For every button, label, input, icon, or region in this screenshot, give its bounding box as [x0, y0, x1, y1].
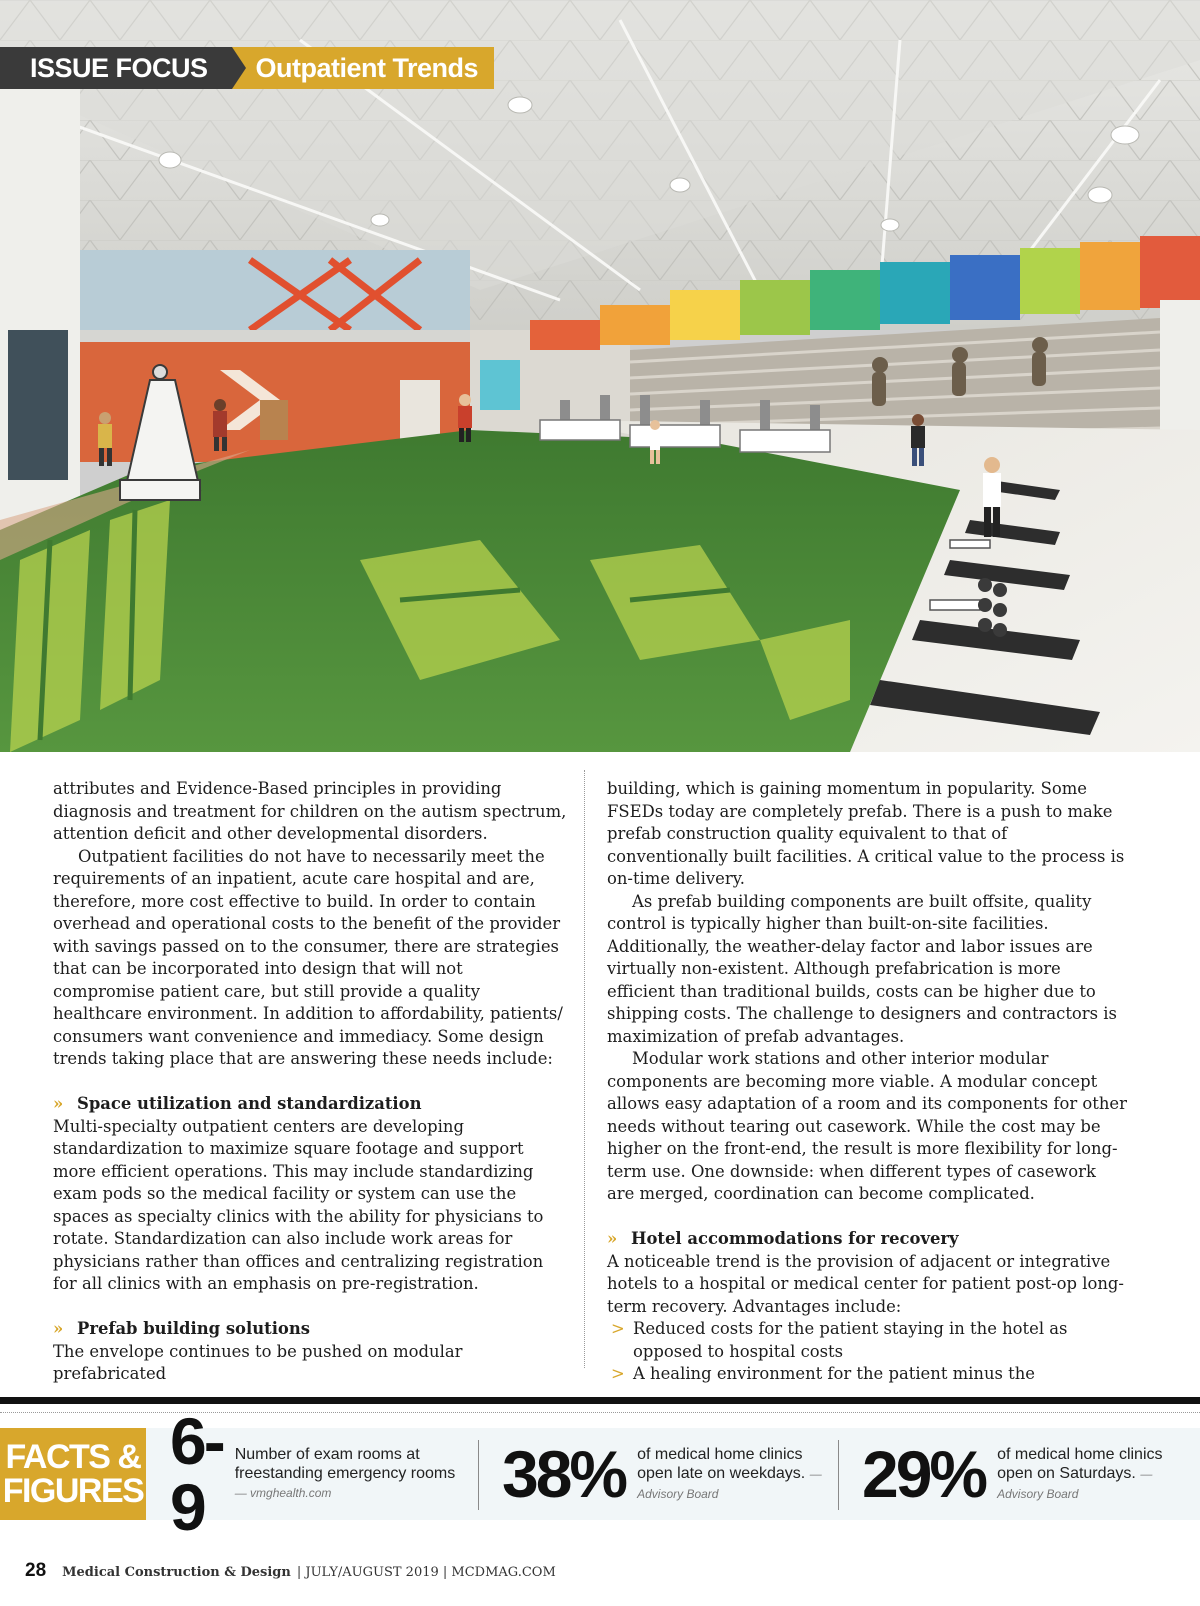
- list-item-text: Reduced costs for the patient staying in the hotel as opposed to hospital costs: [633, 1319, 1068, 1361]
- fact-description: [235, 1445, 470, 1503]
- list-item-text: A healing environment for the patient minus the: [633, 1364, 1035, 1383]
- heading-marker: »: [607, 1229, 618, 1248]
- subheading-text: Hotel accommodations for recovery: [631, 1229, 959, 1248]
- paragraph: Outpatient facilities do not have to necessarily meet the requirements of an inpatient, acute care hospital and are, therefore, more cost effective to build. In order to contain overhead and operational costs to the benefit of the provider with savings passed on to the consumer, there are strategies that can be incorporated into design that will not compromise patient care, but still provide a quality healthcare environment. In addition to affordability, patients/ consumers want convenience and immediacy. Some design trends taking place that are answering these needs include:: [53, 846, 563, 1068]
- paragraph: The envelope continues to be pushed on modular prefabricated: [53, 1341, 463, 1383]
- fact-separator: [478, 1440, 479, 1510]
- fact-separator: [838, 1440, 839, 1510]
- bullet-marker: >: [611, 1364, 625, 1383]
- list-item: [607, 1363, 1127, 1386]
- subheading-prefab: [53, 1318, 568, 1341]
- subheading-hotel: [607, 1228, 1127, 1251]
- fact-source: — Advisory Board: [997, 1466, 1153, 1501]
- section-label: ISSUE FOCUS: [0, 47, 232, 89]
- article-column-left: [53, 778, 568, 1386]
- paragraph: building, which is gaining momentum in popularity. Some FSEDs today are completely prefab. There is a push to make prefab construction quality equivalent to that of conventionally built facilities. A critical value to the process is on-time delivery.: [607, 779, 1125, 888]
- fact-value: 6-9: [170, 1404, 223, 1544]
- paragraph: Multi-specialty outpatient centers are developing standardization to maximize square footage and support more efficient operations. This may include standardizing exam pods so the medical facility or system can use the spaces as specialty clinics with the ability for physicians to rotate. Standardization can also include work areas for physicians rather than offices and centralizing registration for all clinics with an emphasis on pre-registration.: [53, 1116, 544, 1293]
- fact-text: of medical home clinics open late on weekdays.: [637, 1445, 806, 1482]
- banner-chevron: [232, 47, 246, 89]
- gym-interior-illustration: [0, 0, 1200, 752]
- fact-item: [502, 1428, 822, 1520]
- paragraph: attributes and Evidence-Based principles in providing diagnosis and treatment for children on the autism spectrum, attention deficit and other developmental disorders.: [53, 779, 567, 843]
- tag-line: FACTS &: [5, 1438, 141, 1476]
- paragraph: As prefab building components are built offsite, quality control is typically higher than built-on-site facilities. Additionally, the weather-delay factor and labor issues are virtually non-existent. Although prefabrication is more efficient than traditional builds, costs can be higher due to shipping costs. The challenge to designers and contractors is maximization of prefab advantages.: [607, 891, 1117, 1046]
- fact-value: 38%: [502, 1437, 626, 1511]
- fact-description: [637, 1445, 822, 1504]
- tag-line: FIGURES: [2, 1472, 144, 1510]
- publication-name: Medical Construction & Design: [62, 1565, 291, 1580]
- fact-text: Number of exam rooms at freestanding emergency rooms: [234, 1446, 456, 1482]
- fact-source: — Advisory Board: [637, 1466, 822, 1501]
- advantages-list: [607, 1318, 1127, 1386]
- facts-figures-tag: [0, 1428, 146, 1520]
- issue-focus-banner: [0, 47, 494, 89]
- fact-source: — vmghealth.com: [234, 1486, 332, 1500]
- list-item: [607, 1318, 1127, 1363]
- fact-text: of medical home clinics open on Saturdays.: [997, 1445, 1163, 1482]
- facts-top-rule: [0, 1397, 1200, 1404]
- subheading-text: Space utilization and standardization: [77, 1094, 422, 1113]
- heading-marker: »: [53, 1319, 64, 1338]
- topic-label: Outpatient Trends: [246, 47, 495, 89]
- subheading-space-utilization: [53, 1093, 568, 1116]
- page-number: 28: [25, 1560, 47, 1581]
- column-divider: [584, 770, 585, 1368]
- fact-description: [997, 1445, 1192, 1504]
- hero-rendering: [0, 0, 1200, 752]
- article-column-right: [607, 778, 1127, 1386]
- page-footer: [25, 1560, 556, 1582]
- issue-info: | JULY/AUGUST 2019 | MCDMAG.COM: [296, 1565, 556, 1580]
- fact-value: 29%: [862, 1437, 986, 1511]
- heading-marker: »: [53, 1094, 64, 1113]
- subheading-text: Prefab building solutions: [77, 1319, 311, 1338]
- paragraph: A noticeable trend is the provision of adjacent or integrative hotels to a hospital or medical center for patient post-op long-term recovery. Advantages include:: [607, 1251, 1124, 1316]
- paragraph: Modular work stations and other interior modular components are becoming more viable. A modular concept allows easy adaptation of a room and its components for other needs without tearing out casework. While the cost may be higher on the front-end, the result is more flexibility for long-term use. One downside: when different types of casework are merged, coordination can become complicated.: [607, 1049, 1127, 1203]
- bullet-marker: >: [611, 1319, 625, 1338]
- fact-item: [170, 1404, 470, 1544]
- fact-item: [862, 1428, 1192, 1520]
